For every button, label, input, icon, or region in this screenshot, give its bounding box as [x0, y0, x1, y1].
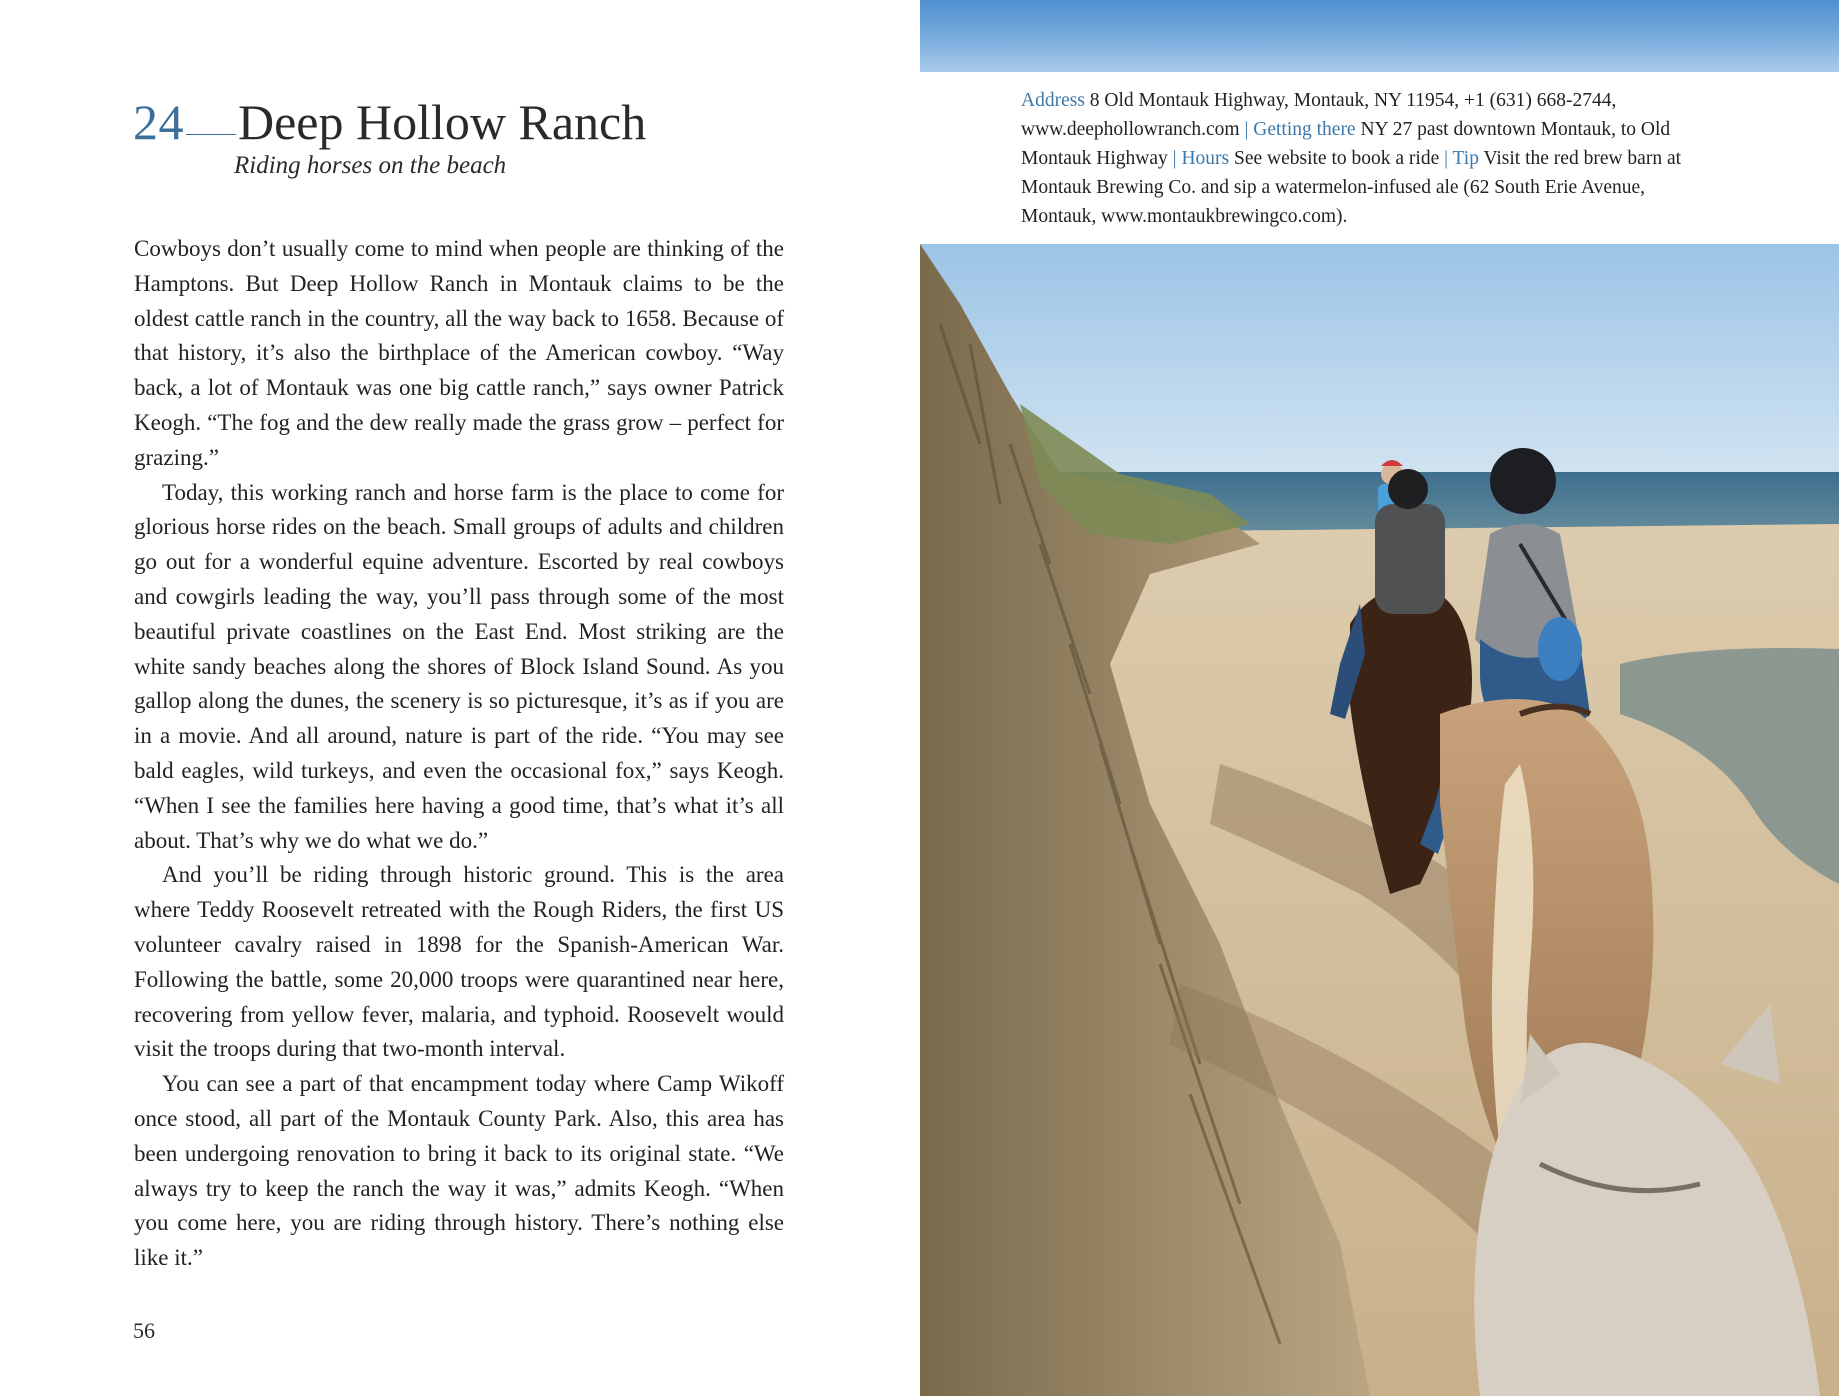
- heading-rule: [186, 134, 236, 135]
- paragraph-4: You can see a part of that encampment today where Camp Wikoff once stood, all part of the Montauk County Park. Also, this area has been undergoing renovation to bring it back to its original state. “We always try to keep the ranch the way it was,” admits Keogh. “When you come here, you are riding through history. There’s nothing else like it.”: [134, 1071, 784, 1271]
- page-number: 56: [133, 1318, 155, 1343]
- address-value: 8 Old Montauk Highway, Montauk, NY 11954, +1 (631) 668-2744, www.deephollowranch.com: [1021, 90, 1617, 140]
- address-label: Address: [1021, 90, 1085, 111]
- separator: |: [1444, 148, 1449, 169]
- paragraph-1: Cowboys don’t usually come to mind when people are thinking of the Hamptons. But Deep Hollow Ranch in Montauk claims to be the oldest cattle ranch in the country, all the way back to 1658. Because of that history, it’s also the birthplace of the American cowboy. “Way back, a lot of Montauk was one big cattle ranch,” says owner Patrick Keogh. “The fog and the dew really made the grass grow – perfect for grazing.”: [134, 236, 784, 470]
- chapter-subtitle: Riding horses on the beach: [234, 152, 507, 179]
- hours-value: See website to book a ride: [1229, 148, 1445, 169]
- hours-label: Hours: [1181, 148, 1230, 169]
- chapter-number: 24: [133, 94, 184, 150]
- info-text: [1021, 86, 1721, 231]
- getting-there-label: Getting there: [1253, 119, 1356, 140]
- foreground-horse-head: [1474, 1004, 1820, 1396]
- separator: |: [1244, 119, 1249, 140]
- photo-sky-strip: [920, 0, 1839, 72]
- getting-there-value: NY 27 past downtown Montauk, to Old Montauk Highway: [1021, 119, 1671, 169]
- paragraph-2: Today, this working ranch and horse farm is the place to come for glorious horse rides on the beach. Small groups of adults and children go out for a wonderful equine adventure. Escorted by real cowboys and cowgirls leading the way, you’ll pass through some of the most beautiful private coastlines on the East End. Most striking are the white sandy beaches along the shores of Block Island Sound. As you gallop along the dunes, the scenery is so picturesque, it’s as if you are in a movie. And all around, nature is part of the ride. “You may see bald eagles, wild turkeys, and even the occasional fox,” says Keogh. “When I see the families here having a good time, that’s what it’s all about. That’s why we do what we do.”: [134, 479, 784, 853]
- chapter-title: Deep Hollow Ranch: [238, 94, 647, 150]
- tip-label: Tip: [1452, 148, 1479, 169]
- paragraph-3: And you’ll be riding through historic ground. This is the area where Teddy Roosevelt retreated with the Rough Riders, the first US volunteer cavalry raised in 1898 for the Spanish-American War. Following the battle, some 20,000 troops were quarantined near here, recovering from yellow fever, malaria, and typhoid. Roosevelt would visit the troops during that two-month interval.: [134, 862, 784, 1062]
- right-page: [920, 0, 1839, 1396]
- article-body: [134, 232, 784, 1276]
- tip-value: Visit the red brew barn at Montauk Brewing Co. and sip a watermelon-infused ale (62 South Erie Avenue, Montauk, www.montaukbrewingco.com).: [1021, 148, 1682, 227]
- separator: |: [1172, 148, 1177, 169]
- chapter-heading: [133, 92, 646, 152]
- beach-horse-ride-photo: [920, 244, 1839, 1396]
